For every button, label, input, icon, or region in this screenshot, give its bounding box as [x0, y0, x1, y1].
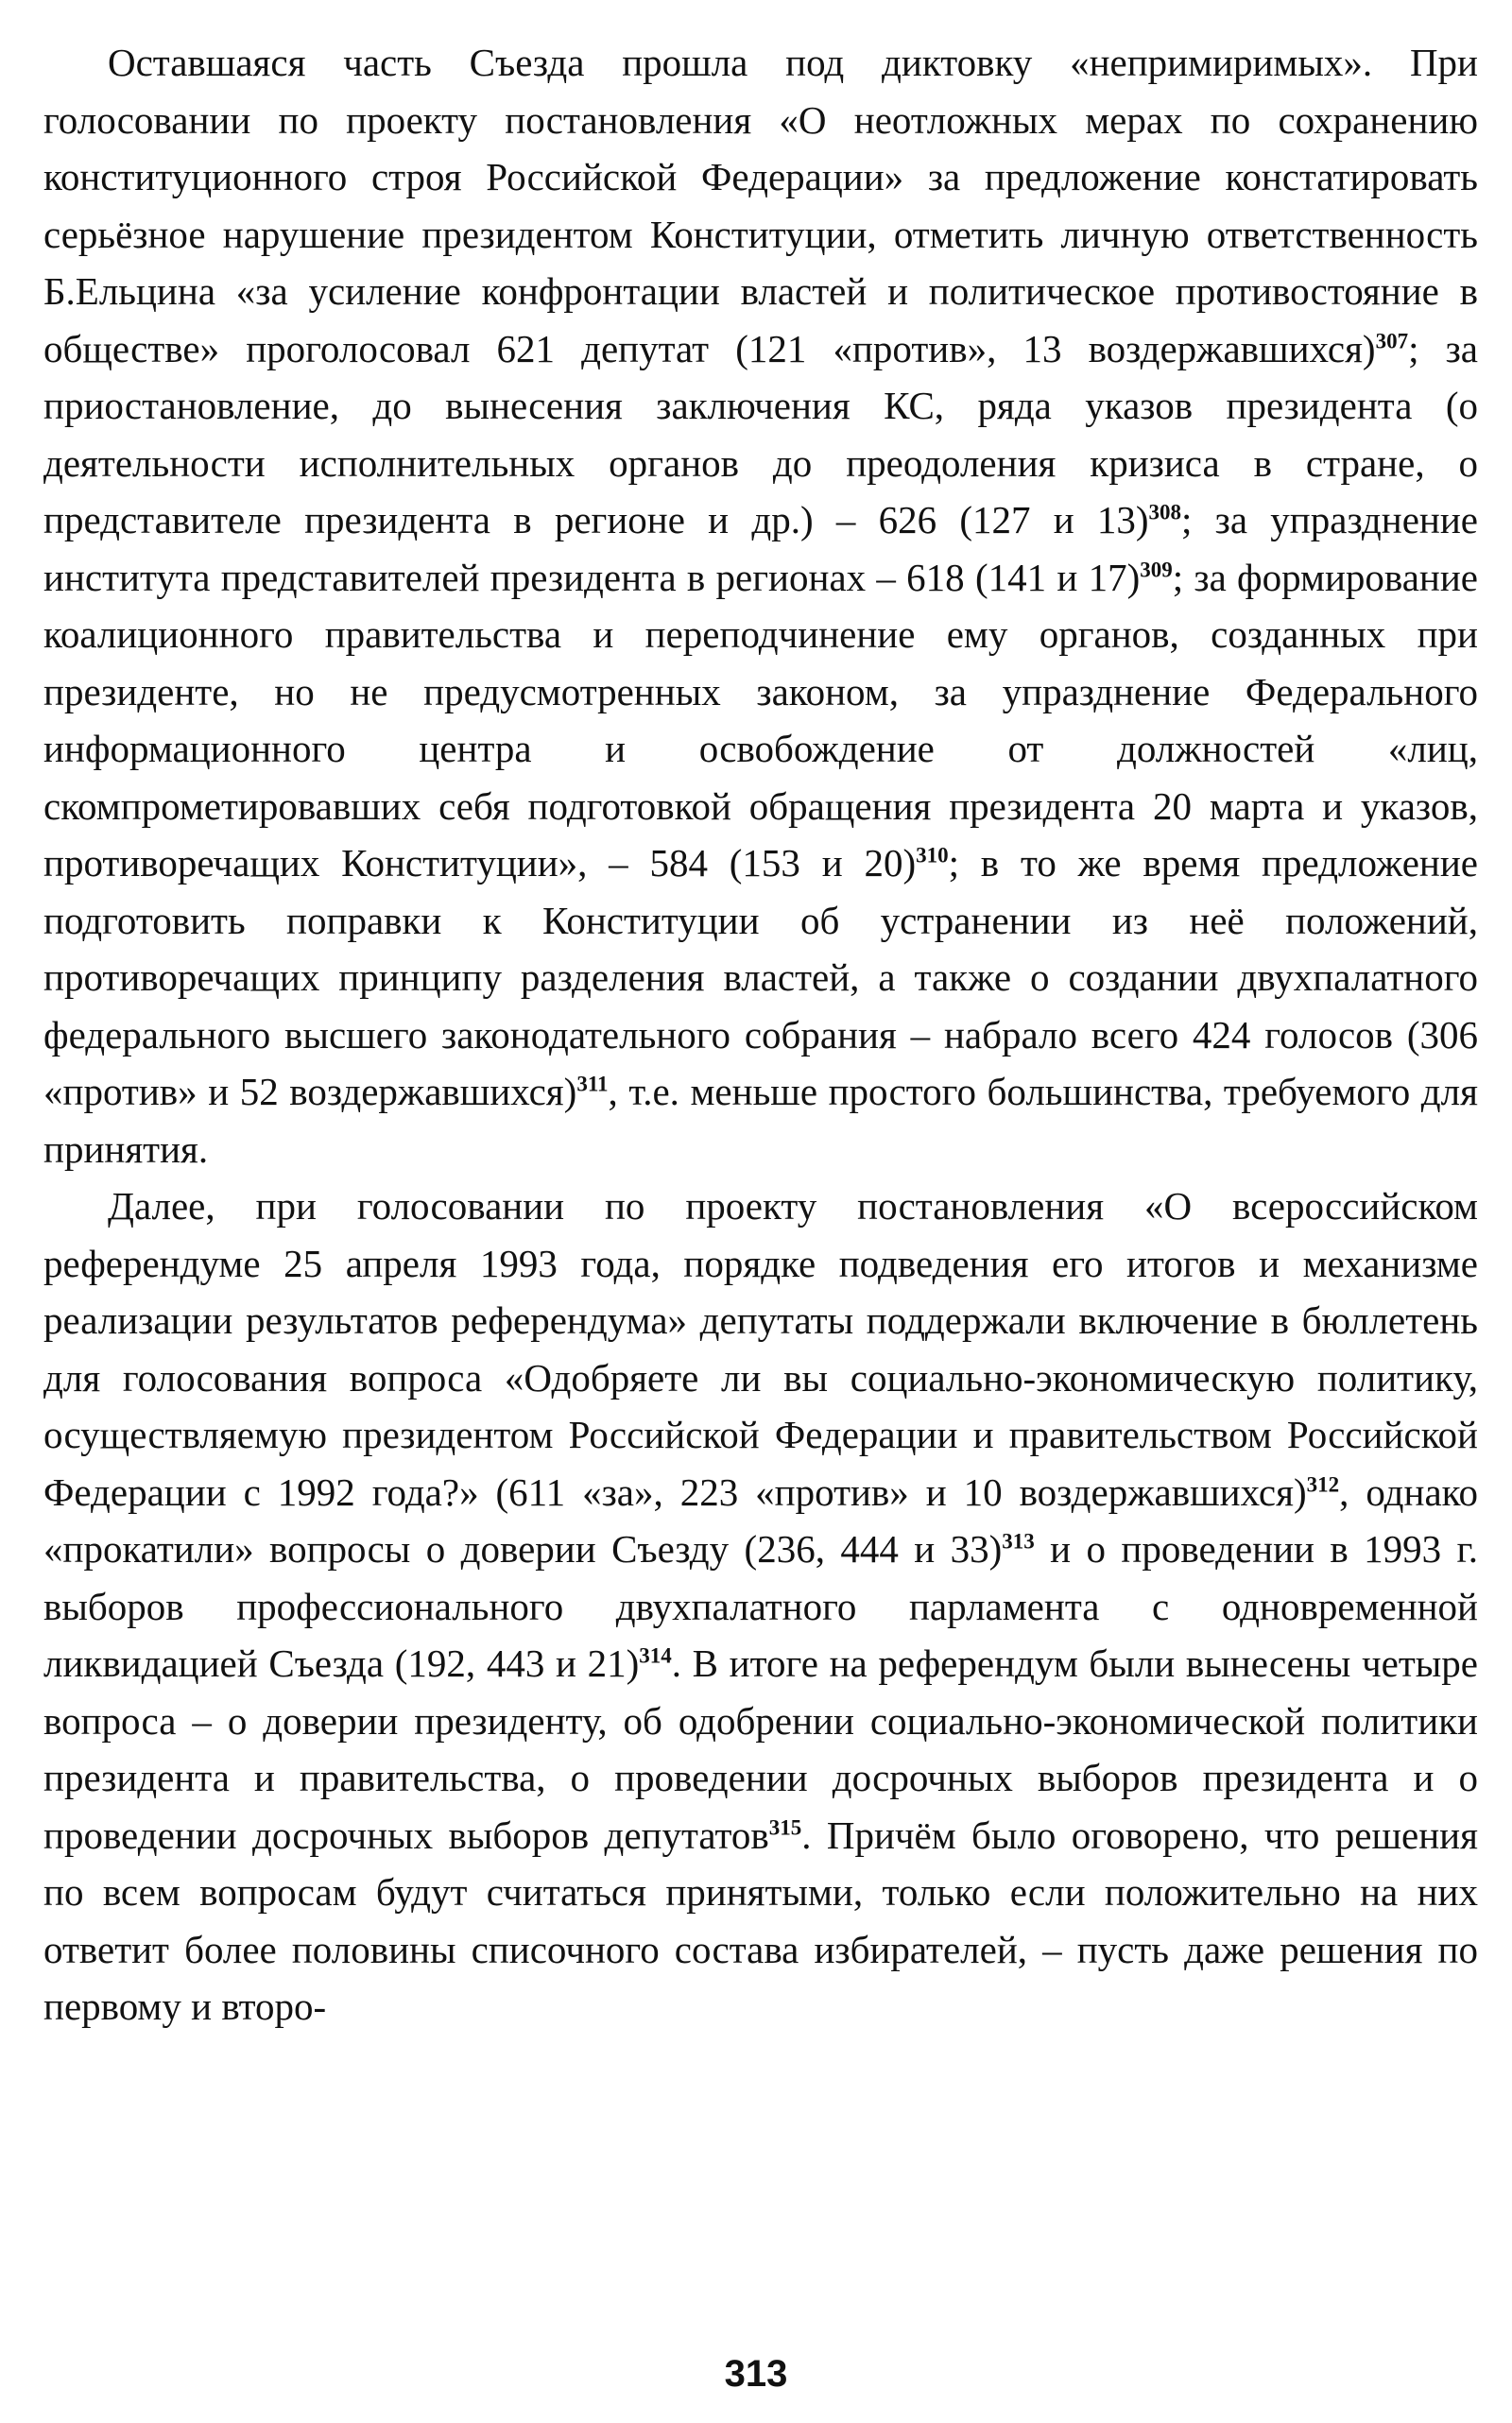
footnote-marker: 310	[916, 843, 949, 868]
text-segment: ; за формирование коалиционного правительства и переподчинение ему органов, созданных при президенте, но не предусмотренных законом, за упразднение Федерального информационного центра и освобождение от должностей «лиц, скомпрометировавших себя подготовкой обращения президента 20 марта и указов, противоречащих Конституции», – 584 (153 и 20)	[43, 555, 1478, 885]
text-segment: . Причём было оговорено, что решения по всем вопросам будут считаться принятыми, только если положительно на них ответит более половины списочного состава избирателей, – пусть даже решения по первому и второ-	[43, 1813, 1478, 2028]
page-body	[43, 34, 1478, 2036]
paragraph	[43, 1177, 1478, 2036]
footnote-marker: 309	[1140, 557, 1173, 581]
text-segment: , т.е. меньше простого большинства, требуемого для принятия.	[43, 1070, 1478, 1171]
text-segment: ; в то же время предложение подготовить поправки к Конституции об устранении из неё положений, противоречащих принципу разделения властей, а также о создании двухпалатного федерального высшего законодательного собрания – набрало всего 424 голосов (306 «против» и 52 воздержавшихся)	[43, 841, 1479, 1113]
page-number: 313	[724, 2353, 788, 2395]
footnote-marker: 312	[1306, 1471, 1340, 1496]
footnote-marker: 308	[1148, 500, 1182, 524]
footnote-marker: 311	[576, 1072, 609, 1096]
footnote-marker: 307	[1375, 328, 1409, 352]
text-segment: Оставшаяся часть Съезда прошла под диктовку «непримиримых». При голосовании по проекту постановления «О неотложных мерах по сохранению конституционного строя Российской Федерации» за предложение констатировать серьёзное нарушение президентом Конституции, отметить личную ответственность Б.Ельцина «за усиление конфронтации властей и политическое противостояние в обществе» проголосовал 621 депутат (121 «против», 13 воздержавшихся)	[43, 41, 1478, 370]
text-segment: ; за приостановление, до вынесения заключения КС, ряда указов президента (о деятельности исполнительных органов до преодоления кризиса в стране, о представителе президента в регионе и др.) – 626 (127 и 13)	[43, 326, 1478, 541]
paragraph	[43, 34, 1478, 1177]
text-segment: , однако «прокатили» вопросы о доверии Съезду (236, 444 и 33)	[43, 1469, 1478, 1571]
text-segment: ; за упразднение института представителей президента в регионах – 618 (141 и 17)	[43, 498, 1478, 599]
footnote-marker: 315	[768, 1814, 802, 1839]
text-segment: и о проведении в 1993 г. выборов профессионального двухпалатного парламента с одновременной ликвидацией Съезда (192, 443 и 21)	[43, 1527, 1478, 1685]
text-segment: . В итоге на референдум были вынесены четыре вопроса – о доверии президенту, об одобрении социально-экономической политики президента и правительства, о проведении досрочных выборов президента и о проведении досрочных выборов депутатов	[43, 1641, 1478, 1857]
text-segment: Далее, при голосовании по проекту постановления «О всероссийском референдуме 25 апреля 1993 года, порядке подведения его итогов и механизме реализации результатов референдума» депутаты поддержали включение в бюллетень для голосования вопроса «Одобряете ли вы социально-экономическую политику, осуществляемую президентом Российской Федерации и правительством Российской Федерации с 1992 года?» (611 «за», 223 «против» и 10 воздержавшихся)	[43, 1184, 1478, 1514]
footnote-marker: 314	[639, 1643, 672, 1668]
footnote-marker: 313	[1002, 1529, 1035, 1554]
